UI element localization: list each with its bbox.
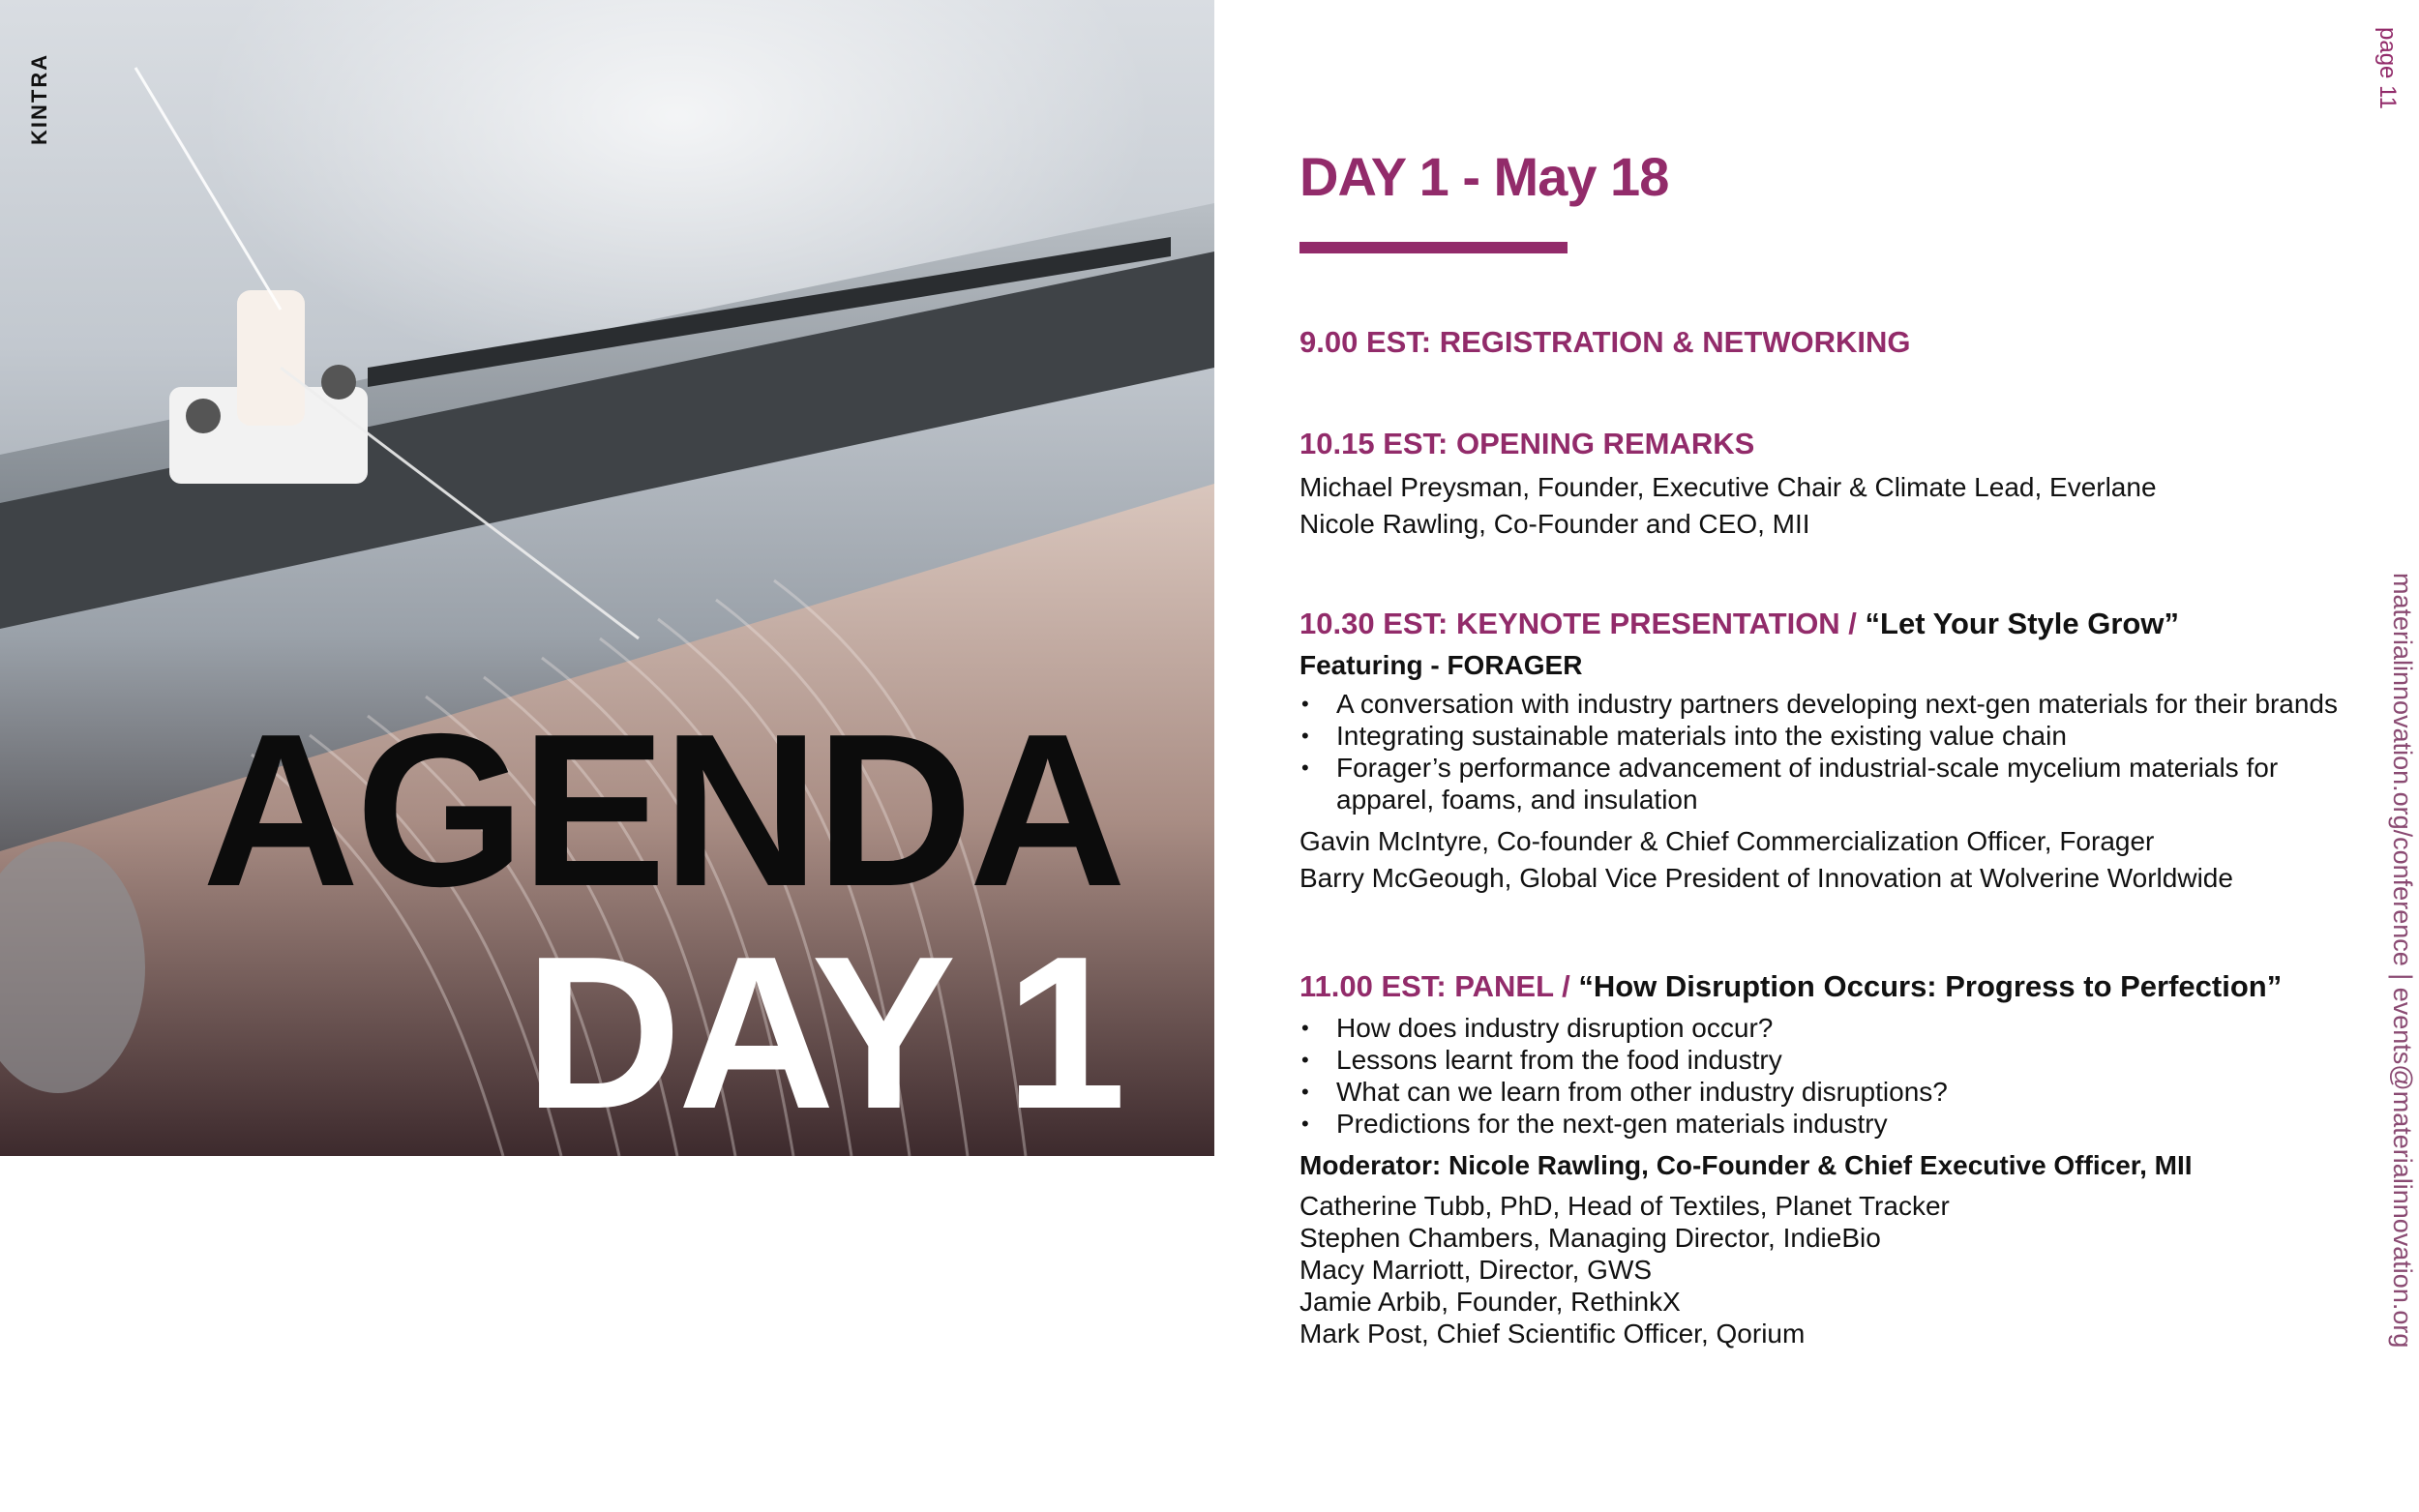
session-time-title: 10.30 EST: KEYNOTE PRESENTATION / — [1299, 607, 1857, 640]
featuring-label: Featuring - FORAGER — [1299, 650, 1583, 680]
moderator-line: Moderator: Nicole Rawling, Co-Founder & Chief Executive Officer, MII — [1299, 1150, 2193, 1180]
brand-logo-text: KINTRA — [27, 52, 51, 145]
list-item: • A conversation with industry partners developing next-gen materials for their brands — [1299, 688, 2364, 720]
speaker-line: Macy Marriott, Director, GWS — [1299, 1255, 1653, 1285]
title-underline — [1299, 242, 1568, 253]
list-item: • Lessons learnt from the food industry — [1299, 1044, 2364, 1076]
speaker-line: Nicole Rawling, Co-Founder and CEO, MII — [1299, 509, 1810, 539]
side-contact-text: materialinnovation.org/conference | events@materialinnovation.org — [2388, 573, 2417, 1349]
list-item: • How does industry disruption occur? — [1299, 1012, 2364, 1044]
hero-photo — [0, 0, 1214, 1156]
session-heading: 10.15 EST: OPENING REMARKS — [1299, 427, 1755, 460]
speaker-line: Mark Post, Chief Scientific Officer, Qorium — [1299, 1319, 1806, 1349]
session-heading — [1299, 607, 2364, 641]
session-registration — [1299, 325, 2364, 360]
session-keynote — [1299, 607, 2364, 897]
session-quote: “Let Your Style Grow” — [1865, 607, 2179, 640]
page-number: page 11 — [2374, 27, 2401, 109]
list-item: • What can we learn from other industry disruptions? — [1299, 1076, 2364, 1108]
list-item: • Forager’s performance advancement of industrial-scale mycelium materials for apparel, foams, and insulation — [1299, 752, 2304, 815]
headline-day1: DAY 1 — [524, 910, 1122, 1154]
session-opening — [1299, 427, 2364, 543]
session-time-title: 11.00 EST: PANEL / — [1299, 969, 1570, 1003]
headline-agenda: AGENDA — [201, 688, 1122, 932]
list-item: • Predictions for the next-gen materials industry — [1299, 1108, 2364, 1140]
speaker-line: Stephen Chambers, Managing Director, IndieBio — [1299, 1223, 1881, 1253]
session-heading: 9.00 EST: REGISTRATION & NETWORKING — [1299, 325, 1911, 359]
session-heading — [1299, 969, 2364, 1004]
keynote-bullets — [1299, 688, 2364, 815]
page-title: DAY 1 - May 18 — [1299, 146, 1669, 207]
panel-bullets — [1299, 1012, 2364, 1140]
session-quote: “How Disruption Occurs: Progress to Perfection” — [1578, 969, 2283, 1003]
speaker-line: Barry McGeough, Global Vice President of Innovation at Wolverine Worldwide — [1299, 863, 2233, 893]
speaker-line: Gavin McIntyre, Co-founder & Chief Commercialization Officer, Forager — [1299, 826, 2155, 856]
session-panel — [1299, 969, 2364, 1349]
speaker-line: Michael Preysman, Founder, Executive Chair & Climate Lead, Everlane — [1299, 472, 2157, 502]
speaker-line: Jamie Arbib, Founder, RethinkX — [1299, 1287, 1681, 1317]
list-item: • Integrating sustainable materials into the existing value chain — [1299, 720, 2364, 752]
speaker-line: Catherine Tubb, PhD, Head of Textiles, Planet Tracker — [1299, 1191, 1950, 1221]
